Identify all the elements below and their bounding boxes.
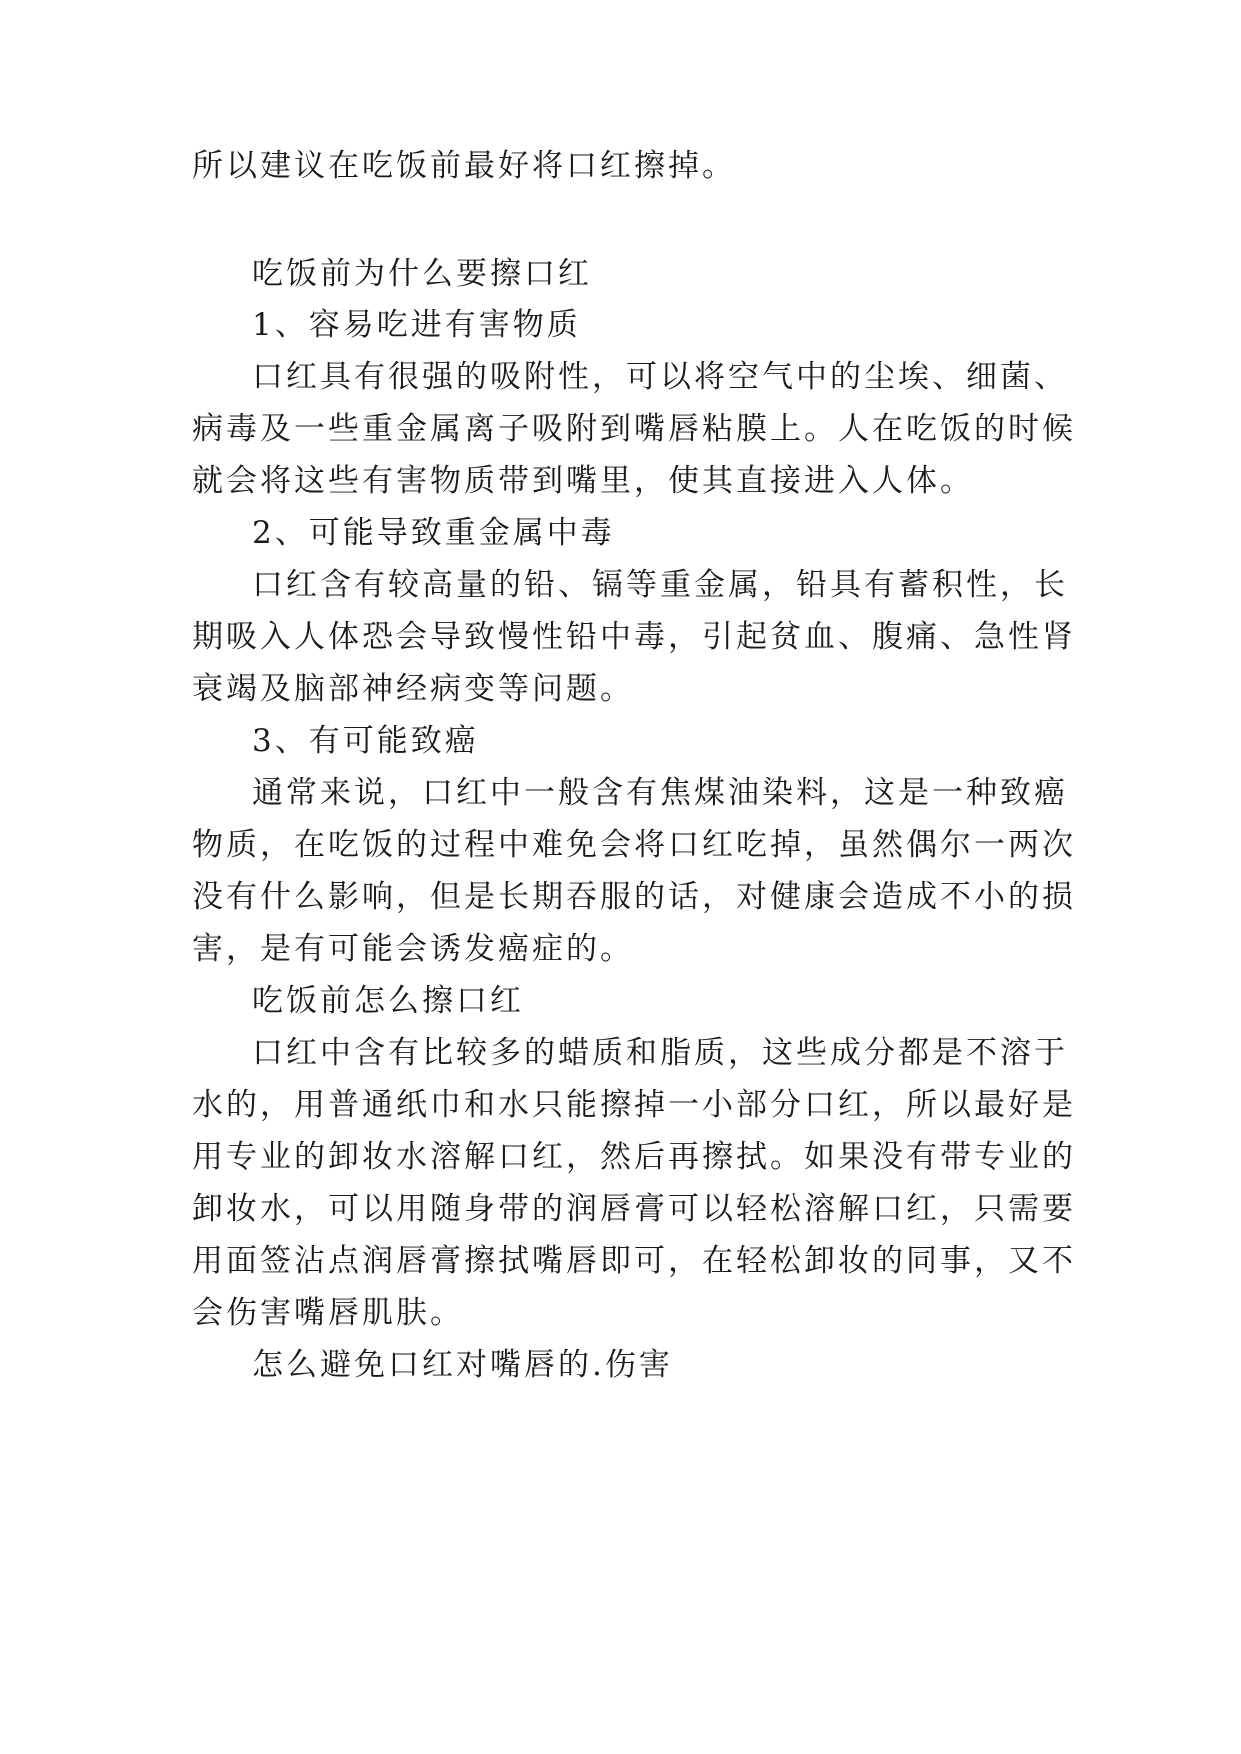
- paragraph-first-line: 通常来说，口红中一般含有焦煤油染料，这是一种致癌: [252, 775, 1068, 811]
- body-text-line: 物质，在吃饭的过程中难免会将口红吃掉，虽然偶尔一两次: [192, 827, 1076, 863]
- body-text-line: 害，是有可能会诱发癌症的。: [192, 931, 634, 967]
- body-text-line: 期吸入人体恐会导致慢性铅中毒，引起贫血、腹痛、急性肾: [192, 619, 1076, 655]
- section-heading: 吃饭前为什么要擦口红: [252, 256, 592, 292]
- subheading: 1、容易吃进有害物质: [252, 307, 581, 343]
- body-text-line: 卸妆水，可以用随身带的润唇膏可以轻松溶解口红，只需要: [192, 1191, 1076, 1227]
- paragraph-first-line: 口红含有较高量的铅、镉等重金属，铅具有蓄积性，长: [252, 567, 1068, 603]
- section-heading: 吃饭前怎么擦口红: [252, 983, 524, 1019]
- section-heading: 怎么避免口红对嘴唇的.伤害: [252, 1347, 673, 1383]
- paragraph-first-line: 口红具有很强的吸附性，可以将空气中的尘埃、细菌、: [252, 359, 1068, 395]
- subheading: 2、可能导致重金属中毒: [252, 515, 615, 551]
- body-text-line: 衰竭及脑部神经病变等问题。: [192, 671, 634, 707]
- body-text-line: 病毒及一些重金属离子吸附到嘴唇粘膜上。人在吃饭的时候: [192, 411, 1076, 447]
- body-text-line: 就会将这些有害物质带到嘴里，使其直接进入人体。: [192, 463, 974, 499]
- body-text-line: 没有什么影响，但是长期吞服的话，对健康会造成不小的损: [192, 879, 1076, 915]
- subheading: 3、有可能致癌: [252, 723, 479, 759]
- body-text-line: 所以建议在吃饭前最好将口红擦掉。: [192, 148, 736, 184]
- paragraph-first-line: 口红中含有比较多的蜡质和脂质，这些成分都是不溶于: [252, 1035, 1068, 1071]
- body-text-line: 水的，用普通纸巾和水只能擦掉一小部分口红，所以最好是: [192, 1087, 1076, 1123]
- body-text-line: 用面签沾点润唇膏擦拭嘴唇即可，在轻松卸妆的同事，又不: [192, 1243, 1076, 1279]
- body-text-line: 会伤害嘴唇肌肤。: [192, 1295, 464, 1331]
- body-text-line: 用专业的卸妆水溶解口红，然后再擦拭。如果没有带专业的: [192, 1139, 1076, 1175]
